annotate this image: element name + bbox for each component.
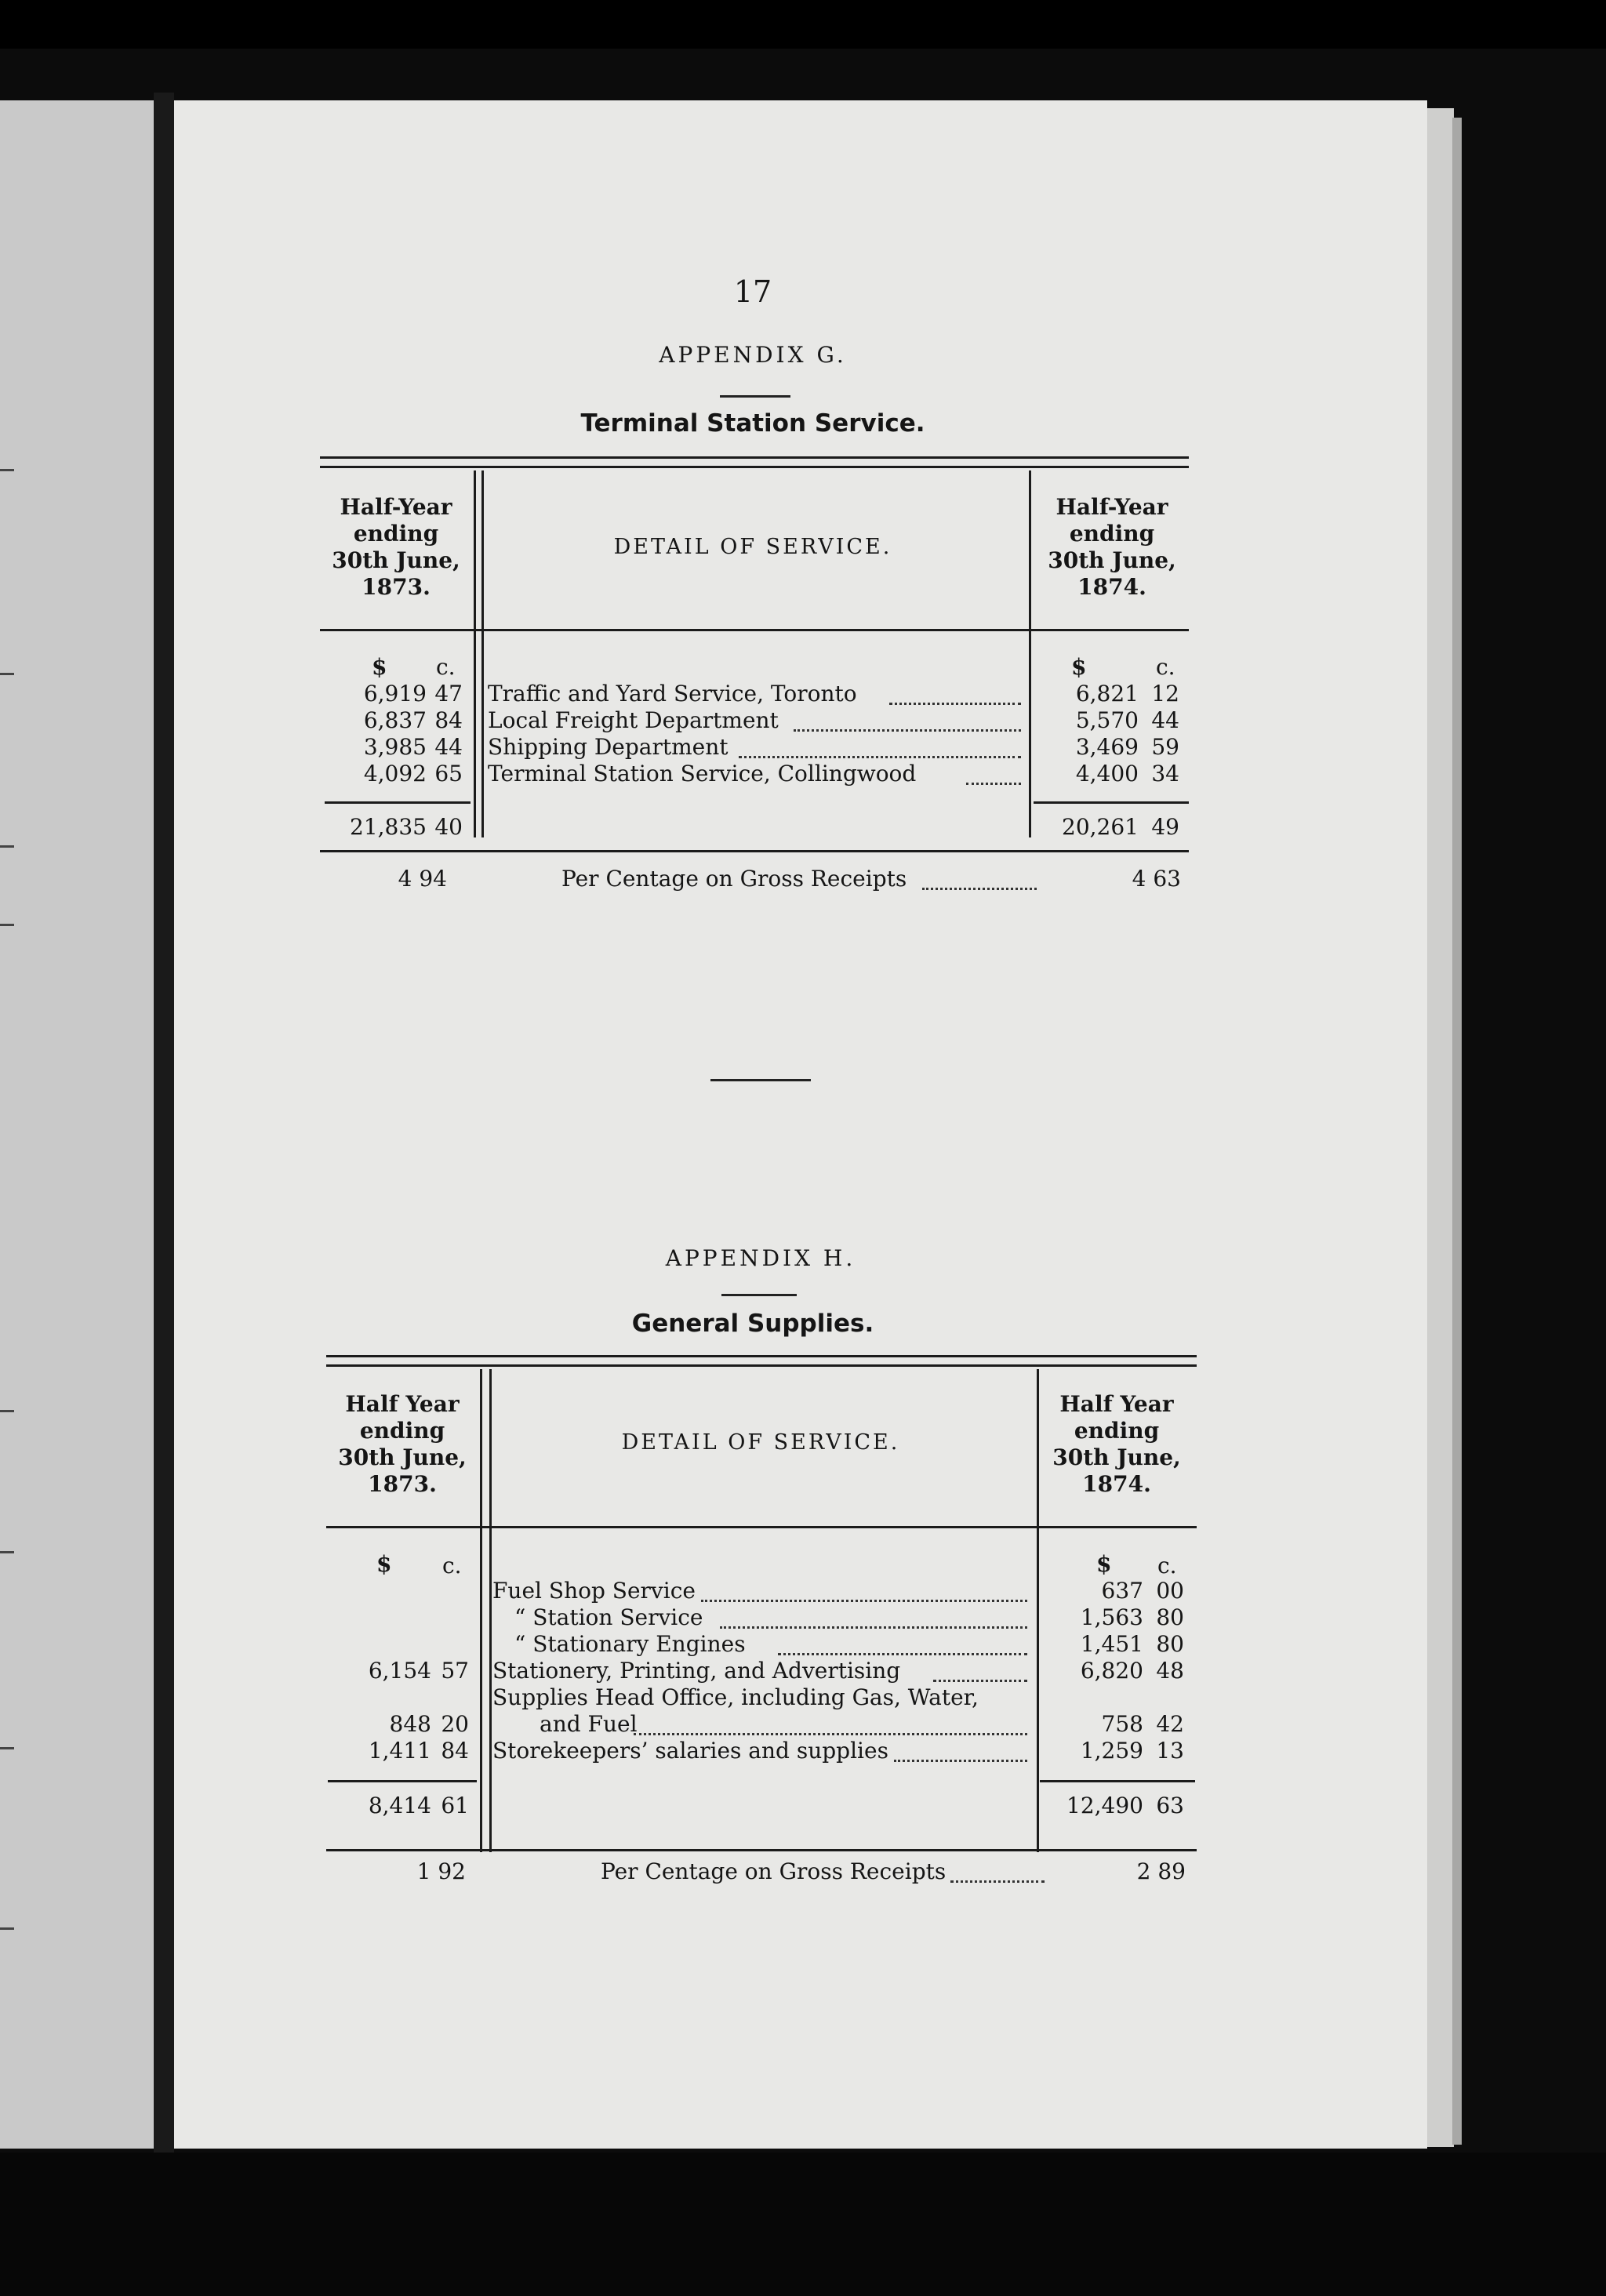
amount-1874-dollars: 1,451 <box>1080 1631 1143 1657</box>
appendix-g-rule <box>720 395 790 398</box>
detail-column-header: DETAIL OF SERVICE. <box>621 1430 900 1455</box>
total-1874-dollars: 12,490 <box>1066 1793 1143 1818</box>
amount-1873-cents: 47 <box>434 681 463 707</box>
service-detail: Shipping Department <box>488 734 729 760</box>
header-line: 30th June, <box>338 1444 467 1470</box>
detail-column-header: DETAIL OF SERVICE. <box>613 535 892 559</box>
amount-1874-cents: 59 <box>1151 734 1179 760</box>
total-rule <box>1034 801 1189 804</box>
amount-1873-dollars: 1,411 <box>368 1738 431 1764</box>
adjacent-page <box>0 100 154 2149</box>
header-line: 1873. <box>362 574 431 600</box>
amount-1873-dollars: 6,154 <box>368 1658 431 1684</box>
amount-1874-cents: 13 <box>1156 1738 1184 1764</box>
amount-1874-cents: 12 <box>1151 681 1179 707</box>
total-1873-cents: 40 <box>434 814 463 840</box>
edge-mark <box>0 845 14 848</box>
cents-sign: c. <box>436 654 456 680</box>
total-1874-cents: 63 <box>1156 1793 1184 1818</box>
service-detail: Terminal Station Service, Collingwood <box>488 761 917 787</box>
left-column-header <box>322 494 471 601</box>
column-rule <box>480 1369 482 1852</box>
amount-1874-dollars: 1,259 <box>1080 1738 1143 1764</box>
total-1874-dollars: 20,261 <box>1062 814 1139 840</box>
column-rule <box>1037 1369 1039 1852</box>
percentage-1874: 2 89 <box>1136 1858 1186 1884</box>
service-detail: Traffic and Yard Service, Toronto <box>488 681 857 707</box>
table-top-rule <box>326 1355 1197 1357</box>
leader-dots <box>634 1733 1027 1735</box>
leader-dots <box>894 1760 1027 1762</box>
leader-dots <box>701 1600 1027 1602</box>
amount-1874-cents: 80 <box>1156 1631 1184 1657</box>
leader-dots <box>794 729 1021 732</box>
column-rule <box>489 1369 492 1852</box>
service-detail: and Fuel <box>540 1711 638 1737</box>
table-top-rule <box>320 456 1189 459</box>
right-column-header <box>1040 1391 1194 1498</box>
percentage-1873: 1 92 <box>416 1858 466 1884</box>
header-line: 1874. <box>1077 574 1146 600</box>
header-line: Half Year <box>1059 1391 1174 1417</box>
header-line: 30th June, <box>1048 547 1176 573</box>
leader-dots <box>933 1680 1027 1682</box>
total-1873-dollars: 21,835 <box>350 814 427 840</box>
edge-mark <box>0 1927 14 1930</box>
total-1873-dollars: 8,414 <box>368 1793 431 1818</box>
appendix-h-label: APPENDIX H. <box>665 1245 856 1271</box>
amount-1874-dollars: 6,820 <box>1080 1658 1143 1684</box>
table-bottom-rule <box>320 850 1189 852</box>
leader-dots <box>739 756 1021 758</box>
leader-dots <box>950 1880 1045 1883</box>
dollar-sign: $ <box>1071 654 1087 680</box>
header-line: ending <box>359 1418 445 1444</box>
header-rule <box>326 1526 1197 1528</box>
percentage-label: Per Centage on Gross Receipts <box>561 866 907 892</box>
total-1873-cents: 61 <box>441 1793 469 1818</box>
amount-1873-dollars: 4,092 <box>363 761 427 787</box>
amount-1873-cents: 65 <box>434 761 463 787</box>
amount-1873-cents: 44 <box>434 734 463 760</box>
amount-1873-dollars: 848 <box>389 1711 431 1737</box>
page-gutter <box>154 93 174 2155</box>
edge-mark <box>0 924 14 926</box>
service-detail: “ Station Service <box>514 1604 703 1630</box>
amount-1873-cents: 20 <box>441 1711 469 1737</box>
edge-mark <box>0 1747 14 1749</box>
header-line: 1874. <box>1082 1471 1151 1497</box>
table-top-rule <box>320 466 1189 468</box>
amount-1873-cents: 57 <box>441 1658 469 1684</box>
right-column-header <box>1034 494 1190 601</box>
amount-1874-cents: 42 <box>1156 1711 1184 1737</box>
appendix-g-title: Terminal Station Service. <box>580 409 925 438</box>
amount-1874-dollars: 4,400 <box>1075 761 1139 787</box>
total-rule <box>1040 1780 1195 1782</box>
amount-1874-cents: 00 <box>1156 1578 1184 1604</box>
service-detail: Fuel Shop Service <box>492 1578 696 1604</box>
header-line: Half Year <box>345 1391 460 1417</box>
service-detail: Local Freight Department <box>488 707 779 733</box>
header-line: Half-Year <box>340 494 452 520</box>
cents-sign: c. <box>442 1553 462 1578</box>
scan-bottom-border <box>0 2152 1606 2296</box>
edge-mark <box>0 1551 14 1553</box>
appendix-g-label: APPENDIX G. <box>659 342 847 368</box>
amount-1874-dollars: 1,563 <box>1080 1604 1143 1630</box>
dollar-sign: $ <box>1096 1551 1112 1577</box>
leader-dots <box>720 1626 1027 1629</box>
section-separator <box>710 1079 811 1081</box>
cents-sign: c. <box>1156 654 1175 680</box>
column-rule <box>474 470 476 837</box>
leader-dots <box>889 703 1021 705</box>
leader-dots <box>966 783 1021 785</box>
leader-dots <box>922 888 1037 890</box>
leader-dots <box>778 1653 1027 1655</box>
amount-1874-cents: 80 <box>1156 1604 1184 1630</box>
amount-1873-dollars: 6,919 <box>363 681 427 707</box>
amount-1874-dollars: 637 <box>1101 1578 1143 1604</box>
total-rule <box>325 801 471 804</box>
percentage-label: Per Centage on Gross Receipts <box>601 1858 947 1884</box>
percentage-1874: 4 63 <box>1132 866 1181 892</box>
service-detail: “ Stationary Engines <box>514 1631 746 1657</box>
dollar-sign: $ <box>376 1551 392 1577</box>
header-line: 30th June, <box>332 547 460 573</box>
appendix-h-title: General Supplies. <box>631 1310 874 1338</box>
header-line: 30th June, <box>1052 1444 1181 1470</box>
amount-1873-dollars: 3,985 <box>363 734 427 760</box>
amount-1873-cents: 84 <box>441 1738 469 1764</box>
amount-1874-dollars: 758 <box>1101 1711 1143 1737</box>
column-rule <box>481 470 484 837</box>
left-column-header <box>328 1391 477 1498</box>
edge-mark <box>0 469 14 471</box>
amount-1874-dollars: 3,469 <box>1075 734 1139 760</box>
amount-1874-dollars: 5,570 <box>1075 707 1139 733</box>
table-bottom-rule <box>326 1849 1197 1851</box>
page-number: 17 <box>733 274 772 309</box>
amount-1874-cents: 48 <box>1156 1658 1184 1684</box>
service-detail: Storekeepers’ salaries and supplies <box>492 1738 888 1764</box>
header-line: ending <box>1069 521 1155 547</box>
cents-sign: c. <box>1157 1553 1177 1578</box>
header-line: Half-Year <box>1056 494 1168 520</box>
amount-1874-cents: 44 <box>1151 707 1179 733</box>
total-1874-cents: 49 <box>1151 814 1179 840</box>
column-rule <box>1029 470 1031 837</box>
amount-1873-cents: 84 <box>434 707 463 733</box>
edge-mark <box>0 673 14 675</box>
total-rule <box>328 1780 477 1782</box>
header-rule <box>320 629 1189 631</box>
page-edge-shadow <box>1452 118 1462 2145</box>
percentage-1873: 4 94 <box>398 866 447 892</box>
service-detail: Stationery, Printing, and Advertising <box>492 1658 901 1684</box>
amount-1874-dollars: 6,821 <box>1075 681 1139 707</box>
service-detail: Supplies Head Office, including Gas, Water, <box>492 1684 979 1710</box>
edge-mark <box>0 1410 14 1412</box>
header-line: ending <box>353 521 439 547</box>
scan-top-border <box>0 0 1606 49</box>
table-top-rule <box>326 1364 1197 1367</box>
amount-1874-cents: 34 <box>1151 761 1179 787</box>
dollar-sign: $ <box>372 654 387 680</box>
header-line: 1873. <box>368 1471 437 1497</box>
amount-1873-dollars: 6,837 <box>363 707 427 733</box>
document-page <box>174 100 1427 2149</box>
header-line: ending <box>1074 1418 1160 1444</box>
appendix-h-rule <box>721 1294 797 1296</box>
